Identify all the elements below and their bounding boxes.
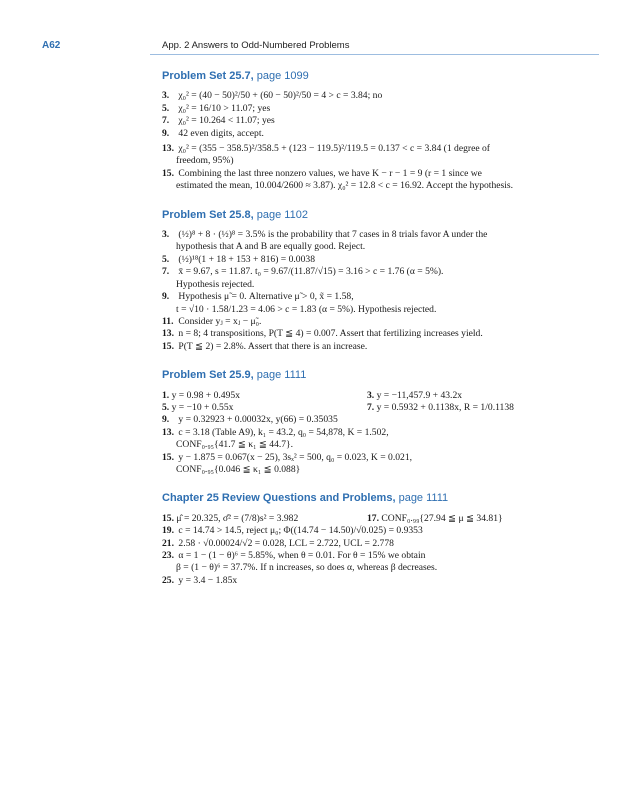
section-25-8	[162, 209, 582, 353]
answer-line: 5. χ₀² = 16/10 > 11.07; yes	[162, 102, 271, 114]
answer-line: 19. c = 14.74 > 14.5, reject μ₀; Φ((14.74 − 14.50)/√0.025) = 0.9353	[162, 525, 423, 537]
answer-line: 15. y − 1.875 = 0.067(x − 25), 3sₓ² = 500, q₀ = 0.023, K = 0.021,	[162, 451, 413, 463]
page-header	[0, 36, 639, 58]
answer-continuation: hypothesis that A and B are equally good. Reject.	[176, 241, 366, 253]
answer-line: 15. P(T ≦ 2) = 2.8%. Assert that there is an increase.	[162, 340, 368, 352]
section-25-9	[162, 369, 582, 476]
header-rule	[150, 54, 599, 55]
answer-line: 11. Consider yⱼ = xⱼ − μ̃₀.	[162, 315, 262, 327]
running-head: App. 2 Answers to Odd-Numbered Problems	[162, 40, 350, 51]
answer-continuation: Hypothesis rejected.	[176, 278, 255, 290]
section-title: Problem Set 25.7, page 1099	[162, 70, 309, 82]
answer-line: 3. (½)⁸ + 8 · (½)⁸ = 3.5% is the probability that 7 cases in 8 trials favor A under the	[162, 229, 488, 241]
page-number: A62	[42, 40, 61, 51]
answers-content	[162, 70, 582, 603]
answer-line: 13. n = 8; 4 transpositions, P(T ≦ 4) = 0.007. Assert that fertilizing increases yield.	[162, 328, 483, 340]
answer-continuation: CONF₀.₉₅{41.7 ≦ κ₁ ≦ 44.7}.	[176, 439, 294, 451]
answer-line: 7. x̄ = 9.67, s = 11.87. t₀ = 9.67/(11.87/√15) = 3.16 > c = 1.76 (α = 5%).	[162, 266, 444, 278]
section-title: Chapter 25 Review Questions and Problems, page 1111	[162, 492, 449, 505]
answer-line: 5. (½)¹⁸(1 + 18 + 153 + 816) = 0.0038	[162, 253, 315, 265]
answer-line: 23. α = 1 − (1 − θ)⁶ = 5.85%, when θ = 0.01. For θ = 15% we obtain	[162, 550, 426, 561]
answer-continuation: estimated the mean, 10.004/2600 ≈ 3.87). χ₀² = 12.8 < c = 16.92. Accept the hypothesis.	[176, 180, 514, 192]
section-25-7	[162, 70, 582, 193]
answer-line: 13. c = 3.18 (Table A9), k₁ = 43.2, q₀ = 54,878, K = 1.502,	[162, 426, 389, 438]
answer-continuation: β = (1 − θ)⁶ = 37.7%. If n increases, so does α, whereas β decreases.	[176, 562, 438, 574]
answer-line: 25. y = 3.4 − 1.85x	[162, 574, 238, 586]
answer-line: 21. 2.58 · √0.00024/√2 = 0.028, LCL = 2.722, UCL = 2.778	[162, 537, 394, 549]
section-chapter-25-review	[162, 492, 582, 587]
answer-continuation: t = √10 · 1.58/1.23 = 4.06 > c = 1.83 (α = 5%). Hypothesis rejected.	[176, 303, 437, 315]
answer-pair: 5. y = −10 + 0.55x 7. y = 0.5932 + 0.1138x, R = 1/0.1138	[162, 401, 514, 413]
answer-line: 3. χ₀² = (40 − 50)²/50 + (60 − 50)²/50 = 4 > c = 3.84; no	[162, 90, 383, 102]
answer-line: 9. Hypothesis μ̃ = 0. Alternative μ̃ > 0, x̃ = 1.58,	[162, 291, 354, 303]
section-title: Problem Set 25.9, page 1111	[162, 369, 307, 382]
answer-line: 9. y = 0.32923 + 0.00032x, y(66) = 0.35035	[162, 414, 338, 426]
answer-continuation: freedom, 95%)	[176, 155, 234, 167]
answer-continuation: CONF₀.₉₅{0.046 ≦ κ₁ ≦ 0.088}	[176, 463, 301, 475]
answer-line: 7. χ₀² = 10.264 < 11.07; yes	[162, 115, 275, 127]
section-title: Problem Set 25.8, page 1102	[162, 208, 308, 221]
answer-line: 13. χ₀² = (355 − 358.5)²/358.5 + (123 − 119.5)²/119.5 = 0.137 < c = 3.84 (1 degree of	[162, 143, 490, 155]
answer-pair: 1. y = 0.98 + 0.495x 3. y = −11,457.9 + 43.2x	[162, 389, 463, 401]
answer-pair: 15. μ̂ = 20.325, σ̂² = (7/8)s² = 3.982 17. CONF₀.₉₉{27.94 ≦ μ ≦ 34.81}	[162, 512, 503, 524]
answer-line: 9. 42 even digits, accept.	[162, 127, 264, 139]
answer-line: 15. Combining the last three nonzero values, we have K − r − 1 = 9 (r = 1 since we	[162, 167, 482, 179]
